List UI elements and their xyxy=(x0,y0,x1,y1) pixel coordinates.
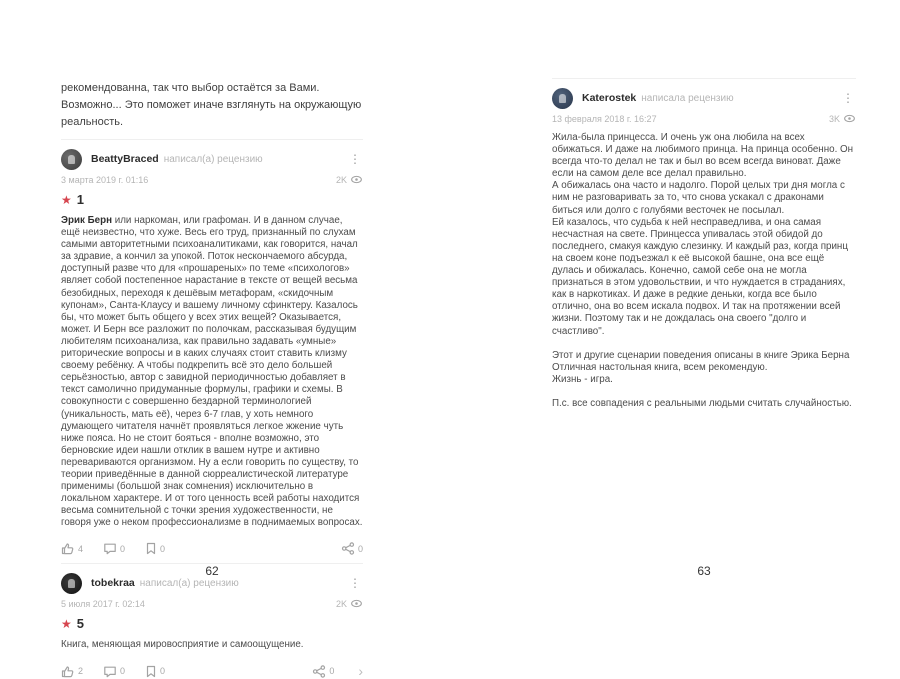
views xyxy=(829,113,856,124)
review-meta xyxy=(61,174,363,185)
star-icon: ★ xyxy=(61,192,72,207)
comment-count: 0 xyxy=(120,543,126,554)
page-number: 63 xyxy=(697,564,711,578)
eye-icon xyxy=(350,598,363,609)
like-button[interactable] xyxy=(61,665,83,678)
share-button[interactable] xyxy=(312,665,334,678)
review-action-label: написал(а) рецензию xyxy=(163,153,263,165)
like-button[interactable] xyxy=(61,542,83,555)
star-icon: ★ xyxy=(61,616,72,631)
like-icon xyxy=(61,665,75,678)
review-body: Книга, меняющая мировосприятие и самоощущение. xyxy=(61,639,304,651)
review-date: 3 марта 2019 г. 01:16 xyxy=(61,174,149,185)
review-body-lead: Эрик Берн xyxy=(61,215,112,226)
review-body xyxy=(61,215,363,529)
review-paragraph: Жизнь - игра. xyxy=(552,373,613,385)
rating xyxy=(61,192,363,207)
share-icon xyxy=(341,542,355,555)
eye-icon xyxy=(350,174,363,185)
page-number: 62 xyxy=(205,564,219,578)
review-meta xyxy=(552,113,856,124)
share-count: 0 xyxy=(329,666,335,677)
review-paragraph: Этот и другие сценарии поведения описаны в книге Эрика Берна Отличная настольная книга, всем рекомендую. xyxy=(552,349,850,373)
page-63 xyxy=(552,0,856,604)
review-action-label: написала рецензию xyxy=(641,92,734,104)
bookmark-icon xyxy=(145,665,157,678)
bookmark-button[interactable] xyxy=(145,665,165,678)
review-header xyxy=(61,148,363,170)
review-meta xyxy=(61,598,363,609)
review-card-katerostek xyxy=(552,78,856,410)
views-count: 3K xyxy=(828,113,840,124)
views xyxy=(336,174,363,185)
bookmark-count: 0 xyxy=(160,666,166,677)
more-menu-icon[interactable]: ⋮ xyxy=(349,576,361,591)
share-count: 0 xyxy=(357,543,363,554)
username-link[interactable]: Katerostek xyxy=(582,92,637,104)
bookmark-button[interactable] xyxy=(145,542,165,555)
share-icon xyxy=(312,665,326,678)
page-62 xyxy=(61,0,363,679)
review-paragraph: Жила-была принцесса. И очень уж она любила на всех обижаться. И даже на любимого принца. На принца особенно. Он всегда что-то делал не так и был во всем всегда виноват. Даже если на самом деле все делал правильно. xyxy=(552,132,854,180)
review-header xyxy=(552,87,856,109)
review-paragraph: П.с. все совпадения с реальными людьми считать случайностью. xyxy=(552,397,852,409)
avatar[interactable] xyxy=(61,149,82,170)
review-action-label: написал(а) рецензию xyxy=(139,577,239,589)
more-menu-icon[interactable]: ⋮ xyxy=(349,152,361,166)
intro-text: рекомендованна, так что выбор остаётся за Вами. Возможно... Это поможет иначе взглянуть на окружающую реальность. xyxy=(61,82,362,128)
bookmark-count: 0 xyxy=(160,543,166,554)
more-menu-icon[interactable]: ⋮ xyxy=(842,91,854,105)
avatar[interactable] xyxy=(552,88,573,109)
review-paragraph: Ей казалось, что судьба к ней несправедлива, и она самая несчастная на свете. Принцесса упивалась этой обидой до последнего, смакуя каждую слезинку. И каждый раз, когда принц на своем коне подъезжал к её высокой башне, она все ещё дулась и обижалась. Конечно, самой себе она не могла признаться в этом удовольствии, и что нуждается в страданиях, как в наркотиках. И даже в редкие деньки, когда все было отлично, она во всем искала подвох. И так на протяжении всей жизни. Поэтому так и не дождалась она своего "долго и счастливо". xyxy=(552,216,848,337)
comment-count: 0 xyxy=(120,666,126,677)
username-link[interactable]: tobekraa xyxy=(91,577,135,590)
username-link[interactable]: BeattyBraced xyxy=(91,153,159,165)
review-body-text: или наркоман, или графоман. И в данном случае, ещё неизвестно, что хуже. Весь его труд, признанный по слухам самыми авторитетными психоаналитиками, как говорится, начал за здравие, а кончил за упокой. Поток нескончаемого абсурда, доступный разве что для «прошареных» по теме «психологов» являет собой постепенное нарастание в тексте от вещей весьма безобидных, переходя к дешёвым метафорам, «скидочным купонам», Санта-Клаусу и вашему личному сфинктеру. Казалось бы, что может быть общего у всех этих вещей? Оказывается, может. И Берн все разложит по полочкам, рассказывая будущим любителям психоанализа, как правильно задавать «умные» риторические вопросы и в каких случаях стоит ставить клизму своему ребёнку. А чтобы подкрепить всё это дело большей серьёзностью, автор с завидной периодичностью добавляет в текст самолично придуманные формулы, графики и схемы. В совокупности с совершенно бездарной терминологией (уникальность, мать её), через 6-7 глав, у хоть немного думающего читателя начнёт проявляться легкое жжение чуть ниже пояса. Но не стоит бояться - вполне возможно, это берновские идеи нашли отклик в вашем нутре и активно перевариваются организмом. Ну а если говорить по существу, то теории приведённые в данной сюрреалистической литературе применимы (большой знак сомнения) исключительно в локальном характере. И от того ценность всей работы находится весьма сомнительной с точки зрения художественности, не говоря уже о неком профессионализме в поднимаемых вопросах. xyxy=(61,215,363,529)
review-card-beattybraced xyxy=(61,139,363,555)
chevron-right-icon[interactable]: › xyxy=(358,663,363,679)
views-count: 2K xyxy=(335,598,347,609)
review-paragraph: А обижалась она часто и надолго. Порой целых три дня могла с ним не разговаривать за то, что снова ускакал с драконами биться или долго с голубями весточек не посылал. xyxy=(552,180,845,216)
comment-button[interactable] xyxy=(103,665,125,678)
rating-value: 5 xyxy=(76,616,84,632)
review-card-tobekraa xyxy=(61,563,363,677)
bookmark-icon xyxy=(145,542,157,555)
eye-icon xyxy=(843,113,856,124)
like-icon xyxy=(61,542,75,555)
review-date: 13 февраля 2018 г. 16:27 xyxy=(552,113,657,124)
review-footer xyxy=(61,665,363,678)
rating-value: 1 xyxy=(76,192,84,207)
review-date: 5 июля 2017 г. 02:14 xyxy=(61,598,145,609)
rating xyxy=(61,616,363,631)
comment-icon xyxy=(103,665,117,678)
review-footer xyxy=(61,542,363,555)
views-count: 2K xyxy=(335,174,347,185)
review-body xyxy=(552,132,856,410)
share-button[interactable] xyxy=(341,542,363,555)
like-count: 4 xyxy=(78,543,84,554)
like-count: 2 xyxy=(78,666,84,677)
comment-button[interactable] xyxy=(103,542,125,555)
views xyxy=(336,598,363,609)
comment-icon xyxy=(103,542,117,555)
